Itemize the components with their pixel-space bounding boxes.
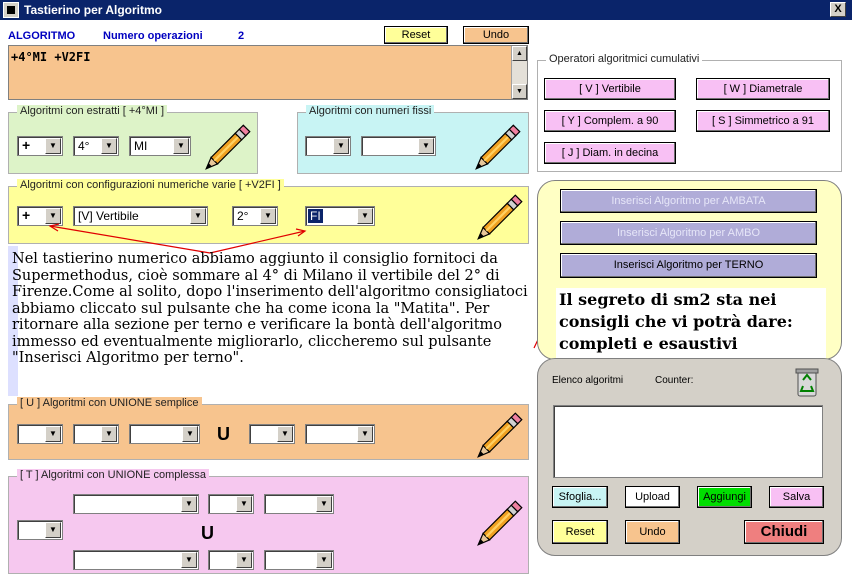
elenco-label: Elenco algoritmi [552, 375, 624, 386]
config-legend: Algoritmi con configurazioni numeriche varie [ +V2FI ] [17, 179, 284, 191]
uc-select-6[interactable] [264, 550, 334, 570]
insert-ambo-button[interactable]: Inserisci Algoritmo per AMBO [560, 221, 817, 245]
close-button[interactable]: X [830, 2, 846, 17]
reset-button[interactable]: Reset [384, 26, 448, 44]
us-wheel2-select[interactable] [305, 424, 375, 444]
chevron-down-icon: ▼ [181, 496, 197, 512]
pencil-icon[interactable] [470, 498, 530, 548]
op-simmetrico-button[interactable]: [ S ] Simmetrico a 91 [696, 110, 830, 132]
insert-terno-button[interactable]: Inserisci Algoritmo per TERNO [560, 253, 817, 278]
fissi-value1-select[interactable] [305, 136, 351, 156]
chevron-down-icon: ▼ [236, 496, 252, 512]
chevron-down-icon: ▼ [190, 208, 206, 224]
estratti-wheel-select[interactable]: MI ▼ [129, 136, 191, 156]
chevron-down-icon: ▼ [260, 208, 276, 224]
chevron-down-icon: ▼ [236, 552, 252, 568]
annotation-text: Nel tastierino numerico abbiamo aggiunto il consiglio fornitoci da Supermethodus, cioè sommare al 4° di Milano il vertibile del 2° di Firenze.Come al solito, dopo l'inserimento dell'algoritmo consigliatoci abbiamo cliccato sul pulsante che ha come icona la "Matita". Per ritornare alla sezione per terno e verificare la bontà dell'algoritmo immesso ed eventualmente migliorarlo, cliccheremo sul pulsante "Inserisci Algoritmo per terno". [12, 251, 528, 366]
operators-legend: Operatori algoritmici cumulativi [546, 53, 702, 65]
us-position2-select[interactable] [249, 424, 295, 444]
uc-select-2[interactable] [208, 494, 254, 514]
aggiungi-button[interactable]: Aggiungi [697, 486, 752, 508]
app-icon [3, 2, 19, 18]
chevron-down-icon: ▼ [316, 552, 332, 568]
scroll-up-icon[interactable]: ▲ [512, 46, 527, 61]
fissi-value2-select[interactable] [361, 136, 436, 156]
op-vertibile-button[interactable]: [ V ] Vertibile [544, 78, 676, 100]
list-reset-button[interactable]: Reset [552, 520, 608, 544]
window-title: Tastierino per Algoritmo [24, 3, 163, 17]
chevron-down-icon: ▼ [357, 426, 373, 442]
chevron-down-icon: ▼ [357, 208, 373, 224]
chevron-down-icon: ▼ [333, 138, 349, 154]
op-diametrale-button[interactable]: [ W ] Diametrale [696, 78, 830, 100]
us-wheel-select[interactable] [129, 424, 200, 444]
pencil-icon[interactable] [470, 410, 530, 460]
uc-select-5[interactable] [208, 550, 254, 570]
chevron-down-icon: ▼ [101, 426, 117, 442]
op-diam-decina-button[interactable]: [ J ] Diam. in decina [544, 142, 676, 164]
chevron-down-icon: ▼ [181, 552, 197, 568]
estratti-legend: Algoritmi con estratti [ +4°MI ] [17, 105, 167, 117]
chevron-down-icon: ▼ [45, 208, 61, 224]
config-sign-select[interactable]: + ▼ [17, 206, 63, 226]
fissi-legend: Algoritmi con numeri fissi [306, 105, 434, 117]
list-undo-button[interactable]: Undo [625, 520, 680, 544]
uc-sign-select[interactable] [17, 520, 63, 540]
chevron-down-icon: ▼ [101, 138, 117, 154]
config-operator-select[interactable]: [V] Vertibile ▼ [73, 206, 208, 226]
algorithm-textarea[interactable] [8, 45, 528, 100]
chevron-down-icon: ▼ [173, 138, 189, 154]
estratti-sign-select[interactable]: + ▼ [17, 136, 63, 156]
chevron-down-icon: ▼ [45, 138, 61, 154]
uc-select-3[interactable] [264, 494, 334, 514]
chevron-down-icon: ▼ [182, 426, 198, 442]
estratti-position-select[interactable]: 4° ▼ [73, 136, 119, 156]
union-symbol: U [201, 523, 214, 543]
chevron-down-icon: ▼ [277, 426, 293, 442]
chevron-down-icon: ▼ [45, 522, 61, 538]
chevron-down-icon: ▼ [316, 496, 332, 512]
title-bar [0, 0, 852, 20]
chiudi-button[interactable]: Chiudi [744, 520, 824, 544]
unione-complessa-legend: [ T ] Algoritmi con UNIONE complessa [17, 469, 209, 481]
us-sign-select[interactable] [17, 424, 63, 444]
uc-select-1[interactable] [73, 494, 199, 514]
insert-ambata-button[interactable]: Inserisci Algoritmo per AMBATA [560, 189, 817, 213]
op-complem-button[interactable]: [ Y ] Complem. a 90 [544, 110, 676, 132]
algoritmo-label: ALGORITMO [8, 30, 76, 42]
config-position-select[interactable]: 2° ▼ [232, 206, 278, 226]
operations-count: 2 [238, 30, 245, 42]
algorithm-list[interactable] [553, 405, 823, 478]
operations-label: Numero operazioni [103, 30, 203, 42]
pencil-icon[interactable] [198, 122, 258, 172]
recycle-bin-icon[interactable] [792, 364, 822, 398]
union-symbol: U [217, 424, 230, 444]
secret-note: Il segreto di sm2 sta nei consigli che vi potrà dare: completi e esaustivi [559, 290, 793, 353]
algorithm-text: +4°MI +V2FI [11, 50, 91, 64]
chevron-down-icon: ▼ [418, 138, 434, 154]
pencil-icon[interactable] [468, 122, 528, 172]
chevron-down-icon: ▼ [45, 426, 61, 442]
pencil-icon[interactable] [470, 192, 530, 242]
algorithm-scrollbar[interactable] [511, 46, 527, 99]
undo-button[interactable]: Undo [463, 26, 529, 44]
unione-semplice-legend: [ U ] Algoritmi con UNIONE semplice [17, 397, 202, 409]
upload-button[interactable]: Upload [625, 486, 680, 508]
us-position-select[interactable] [73, 424, 119, 444]
salva-button[interactable]: Salva [769, 486, 824, 508]
config-wheel-select[interactable]: FI ▼ [305, 206, 375, 226]
uc-select-4[interactable] [73, 550, 199, 570]
scroll-down-icon[interactable]: ▼ [512, 84, 527, 99]
counter-label: Counter: [655, 375, 694, 386]
sfoglia-button[interactable]: Sfoglia... [552, 486, 608, 508]
